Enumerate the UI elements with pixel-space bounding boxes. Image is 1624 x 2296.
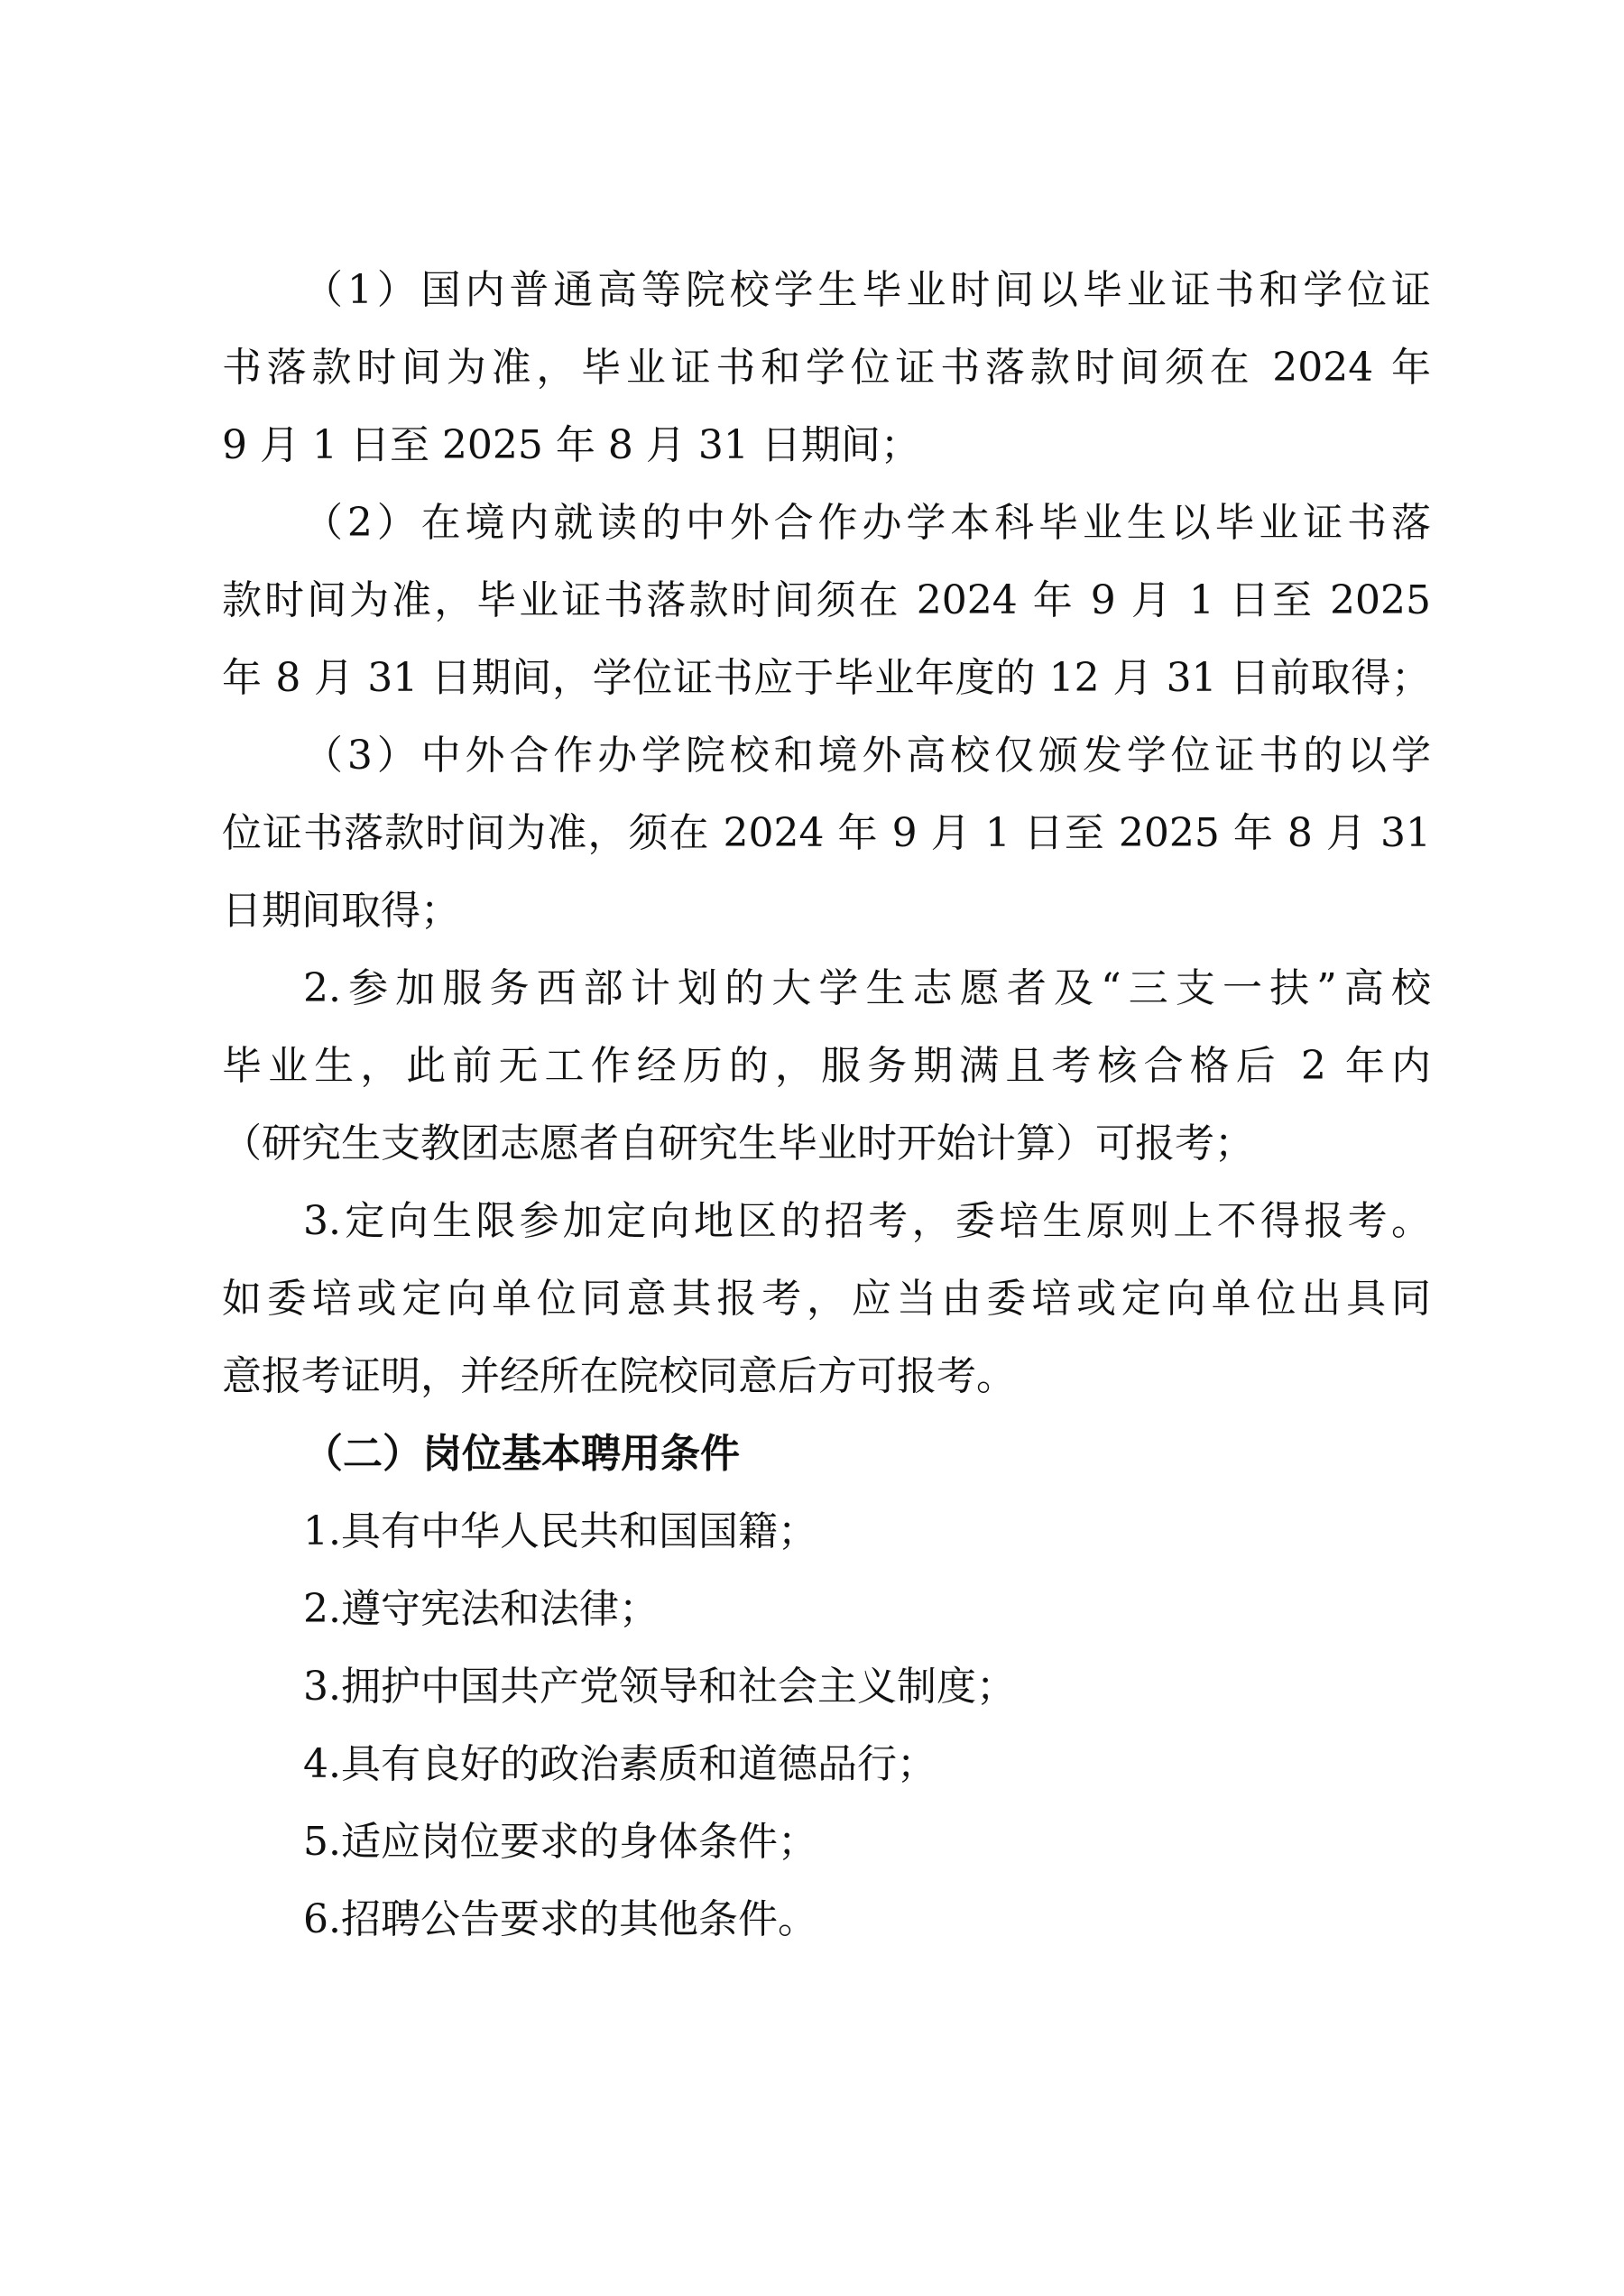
paragraph-5-line-2: 如委培或定向单位同意其报考，应当由委培或定向单位出具同	[222, 1276, 1431, 1322]
paragraph-5-line-3: 意报考证明，并经所在院校同意后方可报考。	[222, 1353, 1016, 1399]
paragraph-4-line-2: 毕业生，此前无工作经历的，服务期满且考核合格后 2 年内	[222, 1043, 1431, 1089]
paragraph-5-line-1: 3.定向生限参加定向地区的招考，委培生原则上不得报考。	[303, 1198, 1431, 1244]
paragraph-4-line-1: 2.参加服务西部计划的大学生志愿者及“三支一扶”高校	[303, 965, 1431, 1011]
section-heading: （二）岗位基本聘用条件	[303, 1431, 740, 1477]
paragraph-1-line-1: （1）国内普通高等院校学生毕业时间以毕业证书和学位证	[303, 267, 1431, 313]
paragraph-2-line-1: （2）在境内就读的中外合作办学本科毕业生以毕业证书落	[303, 500, 1431, 546]
paragraph-3-line-2: 位证书落款时间为准，须在 2024 年 9 月 1 日至 2025 年 8 月 31	[222, 810, 1431, 856]
condition-item-4: 4.具有良好的政治素质和道德品行；	[303, 1741, 937, 1787]
condition-item-6: 6.招聘公告要求的其他条件。	[303, 1896, 817, 1942]
condition-item-2: 2.遵守宪法和法律；	[303, 1586, 659, 1632]
paragraph-3-line-3: 日期间取得；	[222, 888, 460, 934]
condition-item-5: 5.适应岗位要求的身体条件；	[303, 1819, 817, 1865]
paragraph-3-line-1: （3）中外合作办学院校和境外高校仅颁发学位证书的以学	[303, 733, 1431, 779]
condition-item-3: 3.拥护中国共产党领导和社会主义制度；	[303, 1664, 1016, 1710]
paragraph-2-line-3: 年 8 月 31 日期间，学位证书应于毕业年度的 12 月 31 日前取得；	[222, 655, 1431, 701]
paragraph-1-line-2: 书落款时间为准，毕业证书和学位证书落款时间须在 2024 年	[222, 345, 1431, 391]
paragraph-2-line-2: 款时间为准，毕业证书落款时间须在 2024 年 9 月 1 日至 2025	[222, 577, 1431, 623]
paragraph-4-line-3: （研究生支教团志愿者自研究生毕业时开始计算）可报考；	[222, 1120, 1254, 1166]
condition-item-1: 1.具有中华人民共和国国籍；	[303, 1508, 817, 1554]
paragraph-1-line-3: 9 月 1 日至 2025 年 8 月 31 日期间；	[222, 422, 920, 468]
